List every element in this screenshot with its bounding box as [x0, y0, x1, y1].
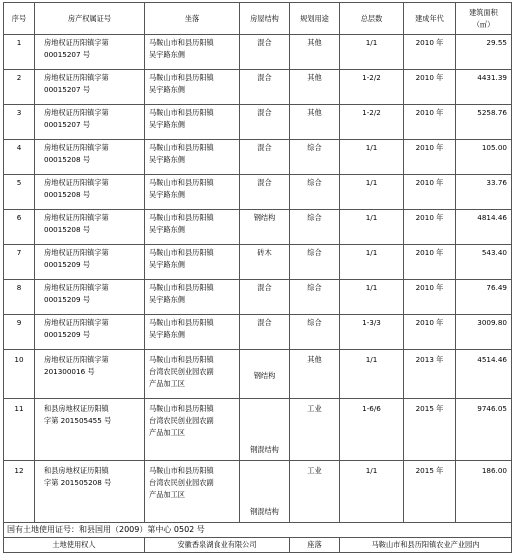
structure-cell: 混合: [240, 70, 290, 105]
table-row: [4, 140, 512, 175]
cert-number-line: 房地权证历阳镇字第: [44, 355, 109, 364]
location-line: 马鞍山市和县历阳镇: [149, 248, 214, 257]
location-cell: [145, 70, 240, 105]
year-cell: 2010 年: [404, 140, 456, 175]
area-cell: 76.49: [456, 280, 512, 315]
year-cell: 2010 年: [404, 35, 456, 70]
cert-number-line: 房地权证历阳镇字第: [44, 213, 109, 222]
year-cell: 2010 年: [404, 280, 456, 315]
location-line: 马鞍山市和县历阳镇: [149, 108, 214, 117]
floors-cell: 1-6/6: [340, 399, 404, 461]
year-cell: 2010 年: [404, 210, 456, 245]
location-value: 马鞍山市和县历阳镇农业产业园内: [340, 538, 512, 553]
use-cell: 综合: [290, 315, 340, 350]
table-row: [4, 315, 512, 350]
year-cell: 2010 年: [404, 70, 456, 105]
cert-number-line: 房地权证历阳镇字第: [44, 178, 109, 187]
location-line: 马鞍山市和县历阳镇: [149, 178, 214, 187]
cert-number-line: 房地权证历阳镇字第: [44, 108, 109, 117]
table-header-row: [4, 3, 512, 35]
table-row: [4, 350, 512, 399]
structure-cell: 混合: [240, 35, 290, 70]
area-cell: 33.76: [456, 175, 512, 210]
location-line: 吴宇路东侧: [149, 50, 185, 59]
location-cell: [145, 399, 240, 461]
table-row: [4, 461, 512, 523]
location-cell: [145, 210, 240, 245]
location-cell: [145, 280, 240, 315]
location-line: 马鞍山市和县历阳镇: [149, 466, 214, 475]
table-row: [4, 210, 512, 245]
table-row: [4, 35, 512, 70]
row-number: 11: [4, 399, 35, 461]
land-cert-text: 国有土地使用证号：和县国用（2009）第中心 0502 号: [4, 523, 512, 538]
cert-number-cell: [35, 70, 145, 105]
location-line: 吴宇路东侧: [149, 190, 185, 199]
floors-cell: 1-2/2: [340, 105, 404, 140]
area-cell: 4431.39: [456, 70, 512, 105]
cert-number-line: 字第 201505455 号: [44, 416, 112, 425]
table-row: [4, 399, 512, 461]
row-number: 6: [4, 210, 35, 245]
structure-cell: 混合: [240, 175, 290, 210]
area-cell: 186.00: [456, 461, 512, 523]
location-label: 座落: [290, 538, 340, 553]
cert-number-line: 00015208 号: [44, 225, 91, 234]
cert-number-line: 00015209 号: [44, 295, 91, 304]
location-cell: [145, 140, 240, 175]
floors-cell: 1-2/2: [340, 70, 404, 105]
location-line: 产品加工区: [149, 490, 185, 499]
location-line: 马鞍山市和县历阳镇: [149, 73, 214, 82]
cert-number-cell: [35, 35, 145, 70]
table-row: [4, 175, 512, 210]
location-cell: [145, 350, 240, 399]
cert-number-line: 00015207 号: [44, 85, 91, 94]
cert-number-cell: [35, 175, 145, 210]
header-area-line2: （㎡）: [472, 19, 495, 29]
location-line: 马鞍山市和县历阳镇: [149, 143, 214, 152]
header-area: [456, 3, 512, 35]
row-number: 12: [4, 461, 35, 523]
structure-cell: 砖木: [240, 245, 290, 280]
area-cell: 5258.76: [456, 105, 512, 140]
header-location: 坐落: [145, 3, 240, 35]
row-number: 5: [4, 175, 35, 210]
floors-cell: 1/1: [340, 280, 404, 315]
header-use: 规划用途: [290, 3, 340, 35]
row-number: 2: [4, 70, 35, 105]
cert-number-line: 房地权证历阳镇字第: [44, 248, 109, 257]
footer-row: [4, 538, 512, 553]
floors-cell: 1/1: [340, 35, 404, 70]
use-cell: 其他: [290, 105, 340, 140]
header-area-line1: 建筑面积: [469, 7, 498, 17]
location-line: 马鞍山市和县历阳镇: [149, 213, 214, 222]
location-line: 马鞍山市和县历阳镇: [149, 404, 214, 413]
table-row: [4, 70, 512, 105]
table-row: [4, 280, 512, 315]
location-cell: [145, 175, 240, 210]
location-cell: [145, 35, 240, 70]
cert-number-line: 00015209 号: [44, 260, 91, 269]
cert-number-line: 00015208 号: [44, 155, 91, 164]
row-number: 8: [4, 280, 35, 315]
cert-number-cell: [35, 315, 145, 350]
cert-number-line: 字第 201505208 号: [44, 478, 112, 487]
owner-label: 土地使用权人: [4, 538, 145, 553]
location-line: 吴宇路东侧: [149, 85, 185, 94]
header-cert: 房产权属证号: [35, 3, 145, 35]
cert-number-cell: [35, 105, 145, 140]
use-cell: 综合: [290, 245, 340, 280]
location-line: 吴宇路东侧: [149, 120, 185, 129]
header-no: 序号: [4, 3, 35, 35]
area-cell: 4514.46: [456, 350, 512, 399]
use-cell: 综合: [290, 210, 340, 245]
use-cell: 工业: [290, 399, 340, 461]
structure-cell: 钢混结构: [240, 399, 290, 461]
floors-cell: 1/1: [340, 175, 404, 210]
location-line: 产品加工区: [149, 379, 185, 388]
area-cell: 29.55: [456, 35, 512, 70]
cert-number-line: 房地权证历阳镇字第: [44, 38, 109, 47]
location-line: 吴宇路东侧: [149, 225, 185, 234]
year-cell: 2010 年: [404, 245, 456, 280]
location-line: 产品加工区: [149, 428, 185, 437]
structure-cell: 钢结构: [240, 210, 290, 245]
use-cell: 其他: [290, 350, 340, 399]
year-cell: 2010 年: [404, 175, 456, 210]
location-line: 吴宇路东侧: [149, 295, 185, 304]
header-year: 建成年代: [404, 3, 456, 35]
area-cell: 543.40: [456, 245, 512, 280]
row-number: 1: [4, 35, 35, 70]
year-cell: 2015 年: [404, 399, 456, 461]
structure-cell: 钢混结构: [240, 461, 290, 523]
cert-number-line: 房地权证历阳镇字第: [44, 318, 109, 327]
structure-cell: 钢结构: [240, 350, 290, 399]
location-line: 台湾农民创业园农副: [149, 416, 214, 425]
cert-number-cell: [35, 140, 145, 175]
use-cell: 其他: [290, 70, 340, 105]
header-structure: 房屋结构: [240, 3, 290, 35]
use-cell: 综合: [290, 140, 340, 175]
row-number: 10: [4, 350, 35, 399]
area-cell: 4814.46: [456, 210, 512, 245]
row-number: 3: [4, 105, 35, 140]
location-line: 马鞍山市和县历阳镇: [149, 355, 214, 364]
owner-value: 安徽香泉湖食业有限公司: [145, 538, 290, 553]
floors-cell: 1/1: [340, 461, 404, 523]
location-line: 马鞍山市和县历阳镇: [149, 38, 214, 47]
table-body: [4, 35, 512, 523]
location-line: 台湾农民创业园农副: [149, 478, 214, 487]
floors-cell: 1-3/3: [340, 315, 404, 350]
row-number: 7: [4, 245, 35, 280]
floors-cell: 1/1: [340, 210, 404, 245]
structure-cell: 混合: [240, 105, 290, 140]
header-floors: 总层数: [340, 3, 404, 35]
cert-number-line: 00015208 号: [44, 190, 91, 199]
cert-number-cell: [35, 461, 145, 523]
floors-cell: 1/1: [340, 140, 404, 175]
structure-cell: 混合: [240, 280, 290, 315]
cert-number-line: 和县房地权证历阳镇: [44, 466, 109, 475]
table-row: [4, 105, 512, 140]
structure-cell: 混合: [240, 140, 290, 175]
location-cell: [145, 245, 240, 280]
cert-number-line: 201300016 号: [44, 367, 95, 376]
use-cell: 其他: [290, 35, 340, 70]
floors-cell: 1/1: [340, 245, 404, 280]
cert-number-line: 00015209 号: [44, 330, 91, 339]
year-cell: 2010 年: [404, 105, 456, 140]
row-number: 9: [4, 315, 35, 350]
cert-number-cell: [35, 210, 145, 245]
cert-number-line: 房地权证历阳镇字第: [44, 143, 109, 152]
property-table: [3, 2, 512, 553]
location-cell: [145, 315, 240, 350]
cert-number-line: 00015207 号: [44, 50, 91, 59]
area-cell: 9746.05: [456, 399, 512, 461]
cert-number-line: 00015207 号: [44, 120, 91, 129]
year-cell: 2015 年: [404, 461, 456, 523]
year-cell: 2010 年: [404, 315, 456, 350]
location-line: 吴宇路东侧: [149, 260, 185, 269]
location-cell: [145, 461, 240, 523]
cert-number-line: 房地权证历阳镇字第: [44, 73, 109, 82]
location-line: 吴宇路东侧: [149, 155, 185, 164]
floors-cell: 1/1: [340, 350, 404, 399]
area-cell: 3009.80: [456, 315, 512, 350]
cert-number-line: 房地权证历阳镇字第: [44, 283, 109, 292]
cert-number-cell: [35, 350, 145, 399]
structure-cell: 混合: [240, 315, 290, 350]
location-cell: [145, 105, 240, 140]
use-cell: 综合: [290, 175, 340, 210]
location-line: 台湾农民创业园农副: [149, 367, 214, 376]
area-cell: 105.00: [456, 140, 512, 175]
cert-number-cell: [35, 399, 145, 461]
cert-number-line: 和县房地权证历阳镇: [44, 404, 109, 413]
use-cell: 工业: [290, 461, 340, 523]
table-row: [4, 245, 512, 280]
use-cell: 综合: [290, 280, 340, 315]
cert-number-cell: [35, 245, 145, 280]
location-line: 吴宇路东侧: [149, 330, 185, 339]
land-cert-row: [4, 523, 512, 538]
location-line: 马鞍山市和县历阳镇: [149, 283, 214, 292]
location-line: 马鞍山市和县历阳镇: [149, 318, 214, 327]
year-cell: 2013 年: [404, 350, 456, 399]
row-number: 4: [4, 140, 35, 175]
cert-number-cell: [35, 280, 145, 315]
